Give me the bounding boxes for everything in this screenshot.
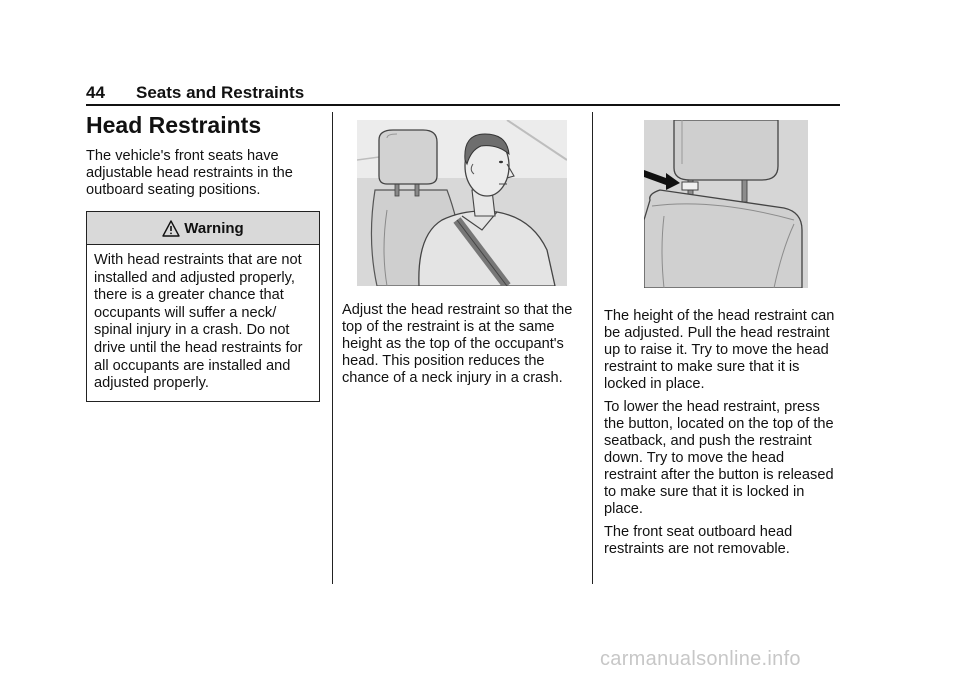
section-title-header: Seats and Restraints	[136, 83, 305, 102]
intro-paragraph: The vehicle's front seats have adjustable head restraints in the outboard seating positions.	[86, 148, 293, 198]
warning-box	[86, 211, 320, 402]
column-3	[604, 120, 840, 564]
page-number: 44	[86, 83, 105, 102]
warning-label: Warning	[184, 219, 244, 237]
adjust-height-paragraph: The height of the head restraint can be adjusted. Pull the head restraint up to raise it. Try to move the head restraint to make sure that it is locked in place.	[604, 308, 835, 392]
column-divider-2	[592, 112, 593, 584]
running-head	[86, 83, 840, 103]
column-1	[86, 112, 320, 402]
header-rule	[86, 104, 840, 106]
lower-restraint-paragraph: To lower the head restraint, press the button, located on the top of the seatback, and push the restraint down. Try to move the head restraint after the button is released to make sure that it is locked in place.	[604, 399, 834, 517]
watermark: carmanualsonline.info	[600, 648, 801, 670]
not-removable-paragraph: The front seat outboard head restraints are not removable.	[604, 524, 793, 557]
adjust-paragraph: Adjust the head restraint so that the top of the restraint is at the same height as the top of the occupant's head. This position reduces the chance of a neck injury in a crash.	[342, 302, 573, 386]
warning-text: With head restraints that are not installed and adjusted properly, there is a greater chance that occupants will suffer a neck/ spinal injury in a crash. Do not drive until the head restraints for all occupants are installed and adjusted properly.	[94, 252, 303, 392]
warning-icon	[162, 220, 180, 237]
head-restraint-button-illustration	[644, 120, 808, 288]
page-title: Head Restraints	[86, 112, 262, 138]
column-2	[342, 120, 578, 393]
occupant-head-restraint-illustration	[357, 120, 567, 286]
warning-header	[87, 212, 319, 245]
column-divider-1	[332, 112, 333, 584]
